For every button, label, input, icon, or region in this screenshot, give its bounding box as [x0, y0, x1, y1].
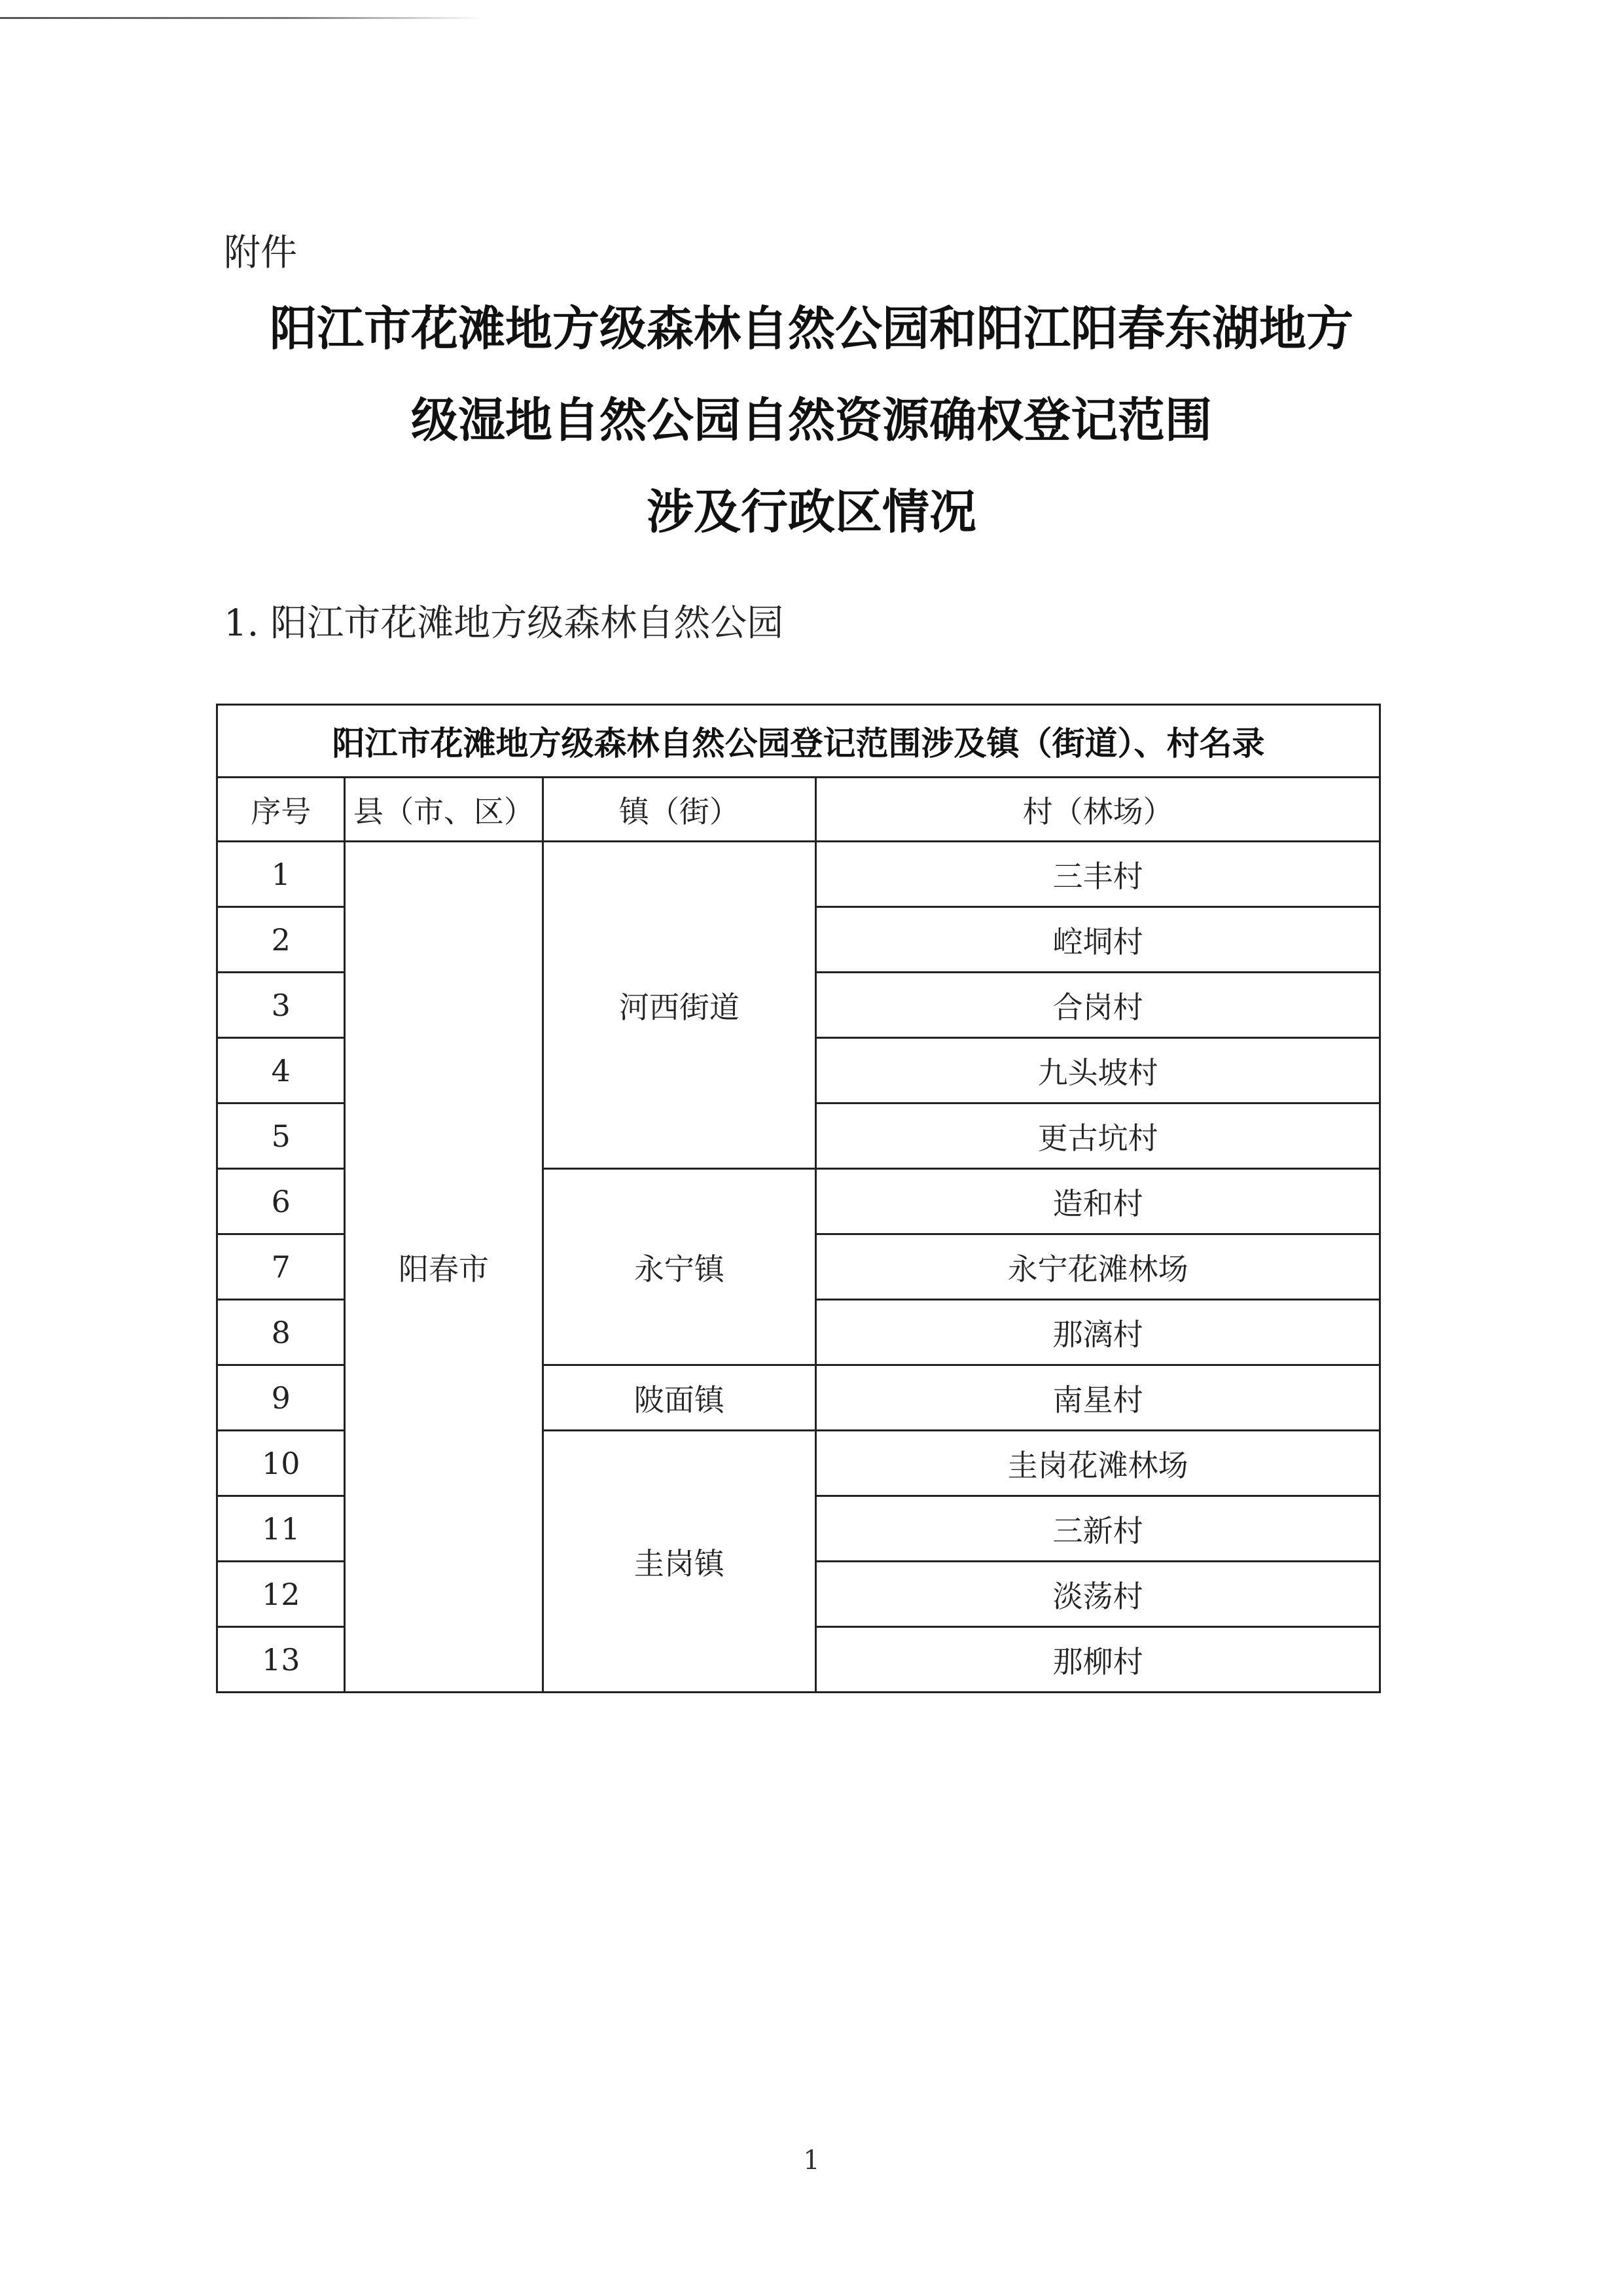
document-title — [196, 283, 1427, 558]
header-serial-number: 序号 — [217, 778, 345, 842]
village-cell: 造和村 — [816, 1169, 1380, 1234]
header-village: 村（林场） — [816, 778, 1380, 842]
town-cell-beimian: 陂面镇 — [543, 1365, 816, 1431]
row-number: 7 — [217, 1234, 345, 1300]
village-cell: 南星村 — [816, 1365, 1380, 1431]
village-cell: 九头坡村 — [816, 1038, 1380, 1103]
village-cell: 圭岗花滩林场 — [816, 1431, 1380, 1496]
village-cell: 三丰村 — [816, 842, 1380, 907]
row-number: 5 — [217, 1103, 345, 1169]
village-table — [216, 704, 1381, 1693]
village-cell: 三新村 — [816, 1496, 1380, 1562]
row-number: 13 — [217, 1627, 345, 1693]
table-caption: 阳江市花滩地方级森林自然公园登记范围涉及镇（街道）、村名录 — [217, 705, 1380, 778]
town-cell-guigang: 圭岗镇 — [543, 1431, 816, 1693]
row-number: 4 — [217, 1038, 345, 1103]
county-cell: 阳春市 — [345, 842, 543, 1693]
village-table-container — [216, 704, 1381, 1693]
title-line-2: 级湿地自然公园自然资源确权登记范围 — [410, 393, 1212, 448]
title-line-3: 涉及行政区情况 — [646, 484, 976, 539]
village-cell: 淡荡村 — [816, 1562, 1380, 1627]
row-number: 2 — [217, 907, 345, 973]
village-cell: 崆垌村 — [816, 907, 1380, 973]
village-cell: 那漓村 — [816, 1300, 1380, 1365]
section-heading: 1. 阳江市花滩地方级森林自然公园 — [224, 602, 784, 645]
row-number: 10 — [217, 1431, 345, 1496]
scan-edge-line — [0, 17, 484, 19]
row-number: 6 — [217, 1169, 345, 1234]
header-county: 县（市、区） — [345, 778, 543, 842]
village-cell: 更古坑村 — [816, 1103, 1380, 1169]
row-number: 3 — [217, 973, 345, 1038]
row-number: 9 — [217, 1365, 345, 1431]
town-cell-hexi: 河西街道 — [543, 842, 816, 1169]
header-town: 镇（街） — [543, 778, 816, 842]
village-cell: 那柳村 — [816, 1627, 1380, 1693]
village-cell: 永宁花滩林场 — [816, 1234, 1380, 1300]
row-number: 12 — [217, 1562, 345, 1627]
row-number: 1 — [217, 842, 345, 907]
attachment-label: 附件 — [224, 232, 297, 274]
table-header-row — [217, 778, 1380, 842]
page-number: 1 — [803, 2145, 820, 2176]
table-row — [217, 842, 1380, 907]
row-number: 8 — [217, 1300, 345, 1365]
title-line-1: 阳江市花滩地方级森林自然公园和阳江阳春东湖地方 — [269, 301, 1353, 356]
village-cell: 合岗村 — [816, 973, 1380, 1038]
row-number: 11 — [217, 1496, 345, 1562]
town-cell-yongning: 永宁镇 — [543, 1169, 816, 1365]
